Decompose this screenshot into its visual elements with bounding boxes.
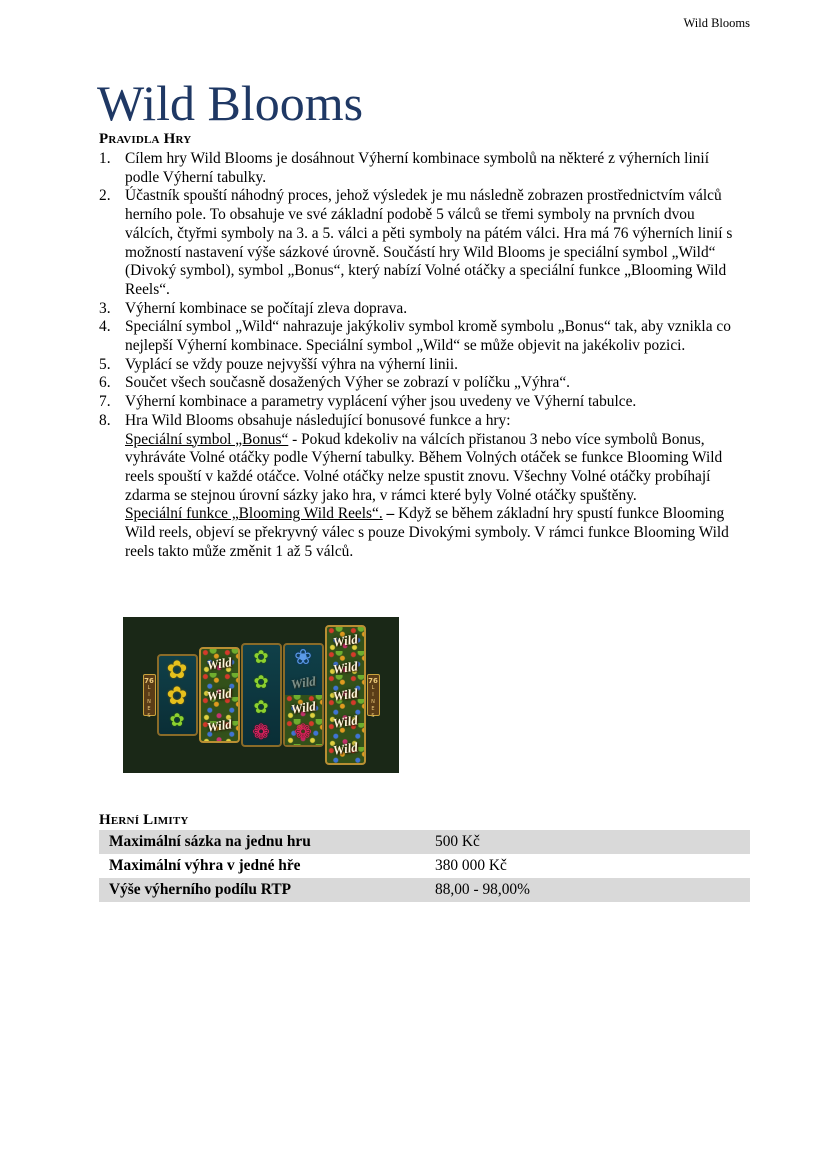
game-screenshot [123,617,399,773]
limits-row-max-win [99,854,750,878]
separator: - [288,430,302,448]
rule-text: Součet všech současně dosažených Výher se zobrazí v políčku „Výhra“. [125,374,571,392]
rule-item-8 [99,412,739,562]
wild-cell [327,681,364,708]
wild-cell [201,649,238,680]
limit-label: Maximální výhra v jedné hře [109,857,301,874]
limits-row-rtp [99,878,750,902]
wild-label: Wild [331,658,359,677]
rule-text [125,412,739,562]
blooming-wild-paragraph [125,505,739,561]
running-header: Wild Blooms [683,16,750,30]
bonus-symbol-lead: Speciální symbol „Bonus“ [125,430,289,448]
limit-label: Výše výherního podílu RTP [109,881,292,898]
symbol-cell [243,695,280,720]
wild-label: Wild [289,672,317,692]
lines-label: LINES [146,685,152,720]
rule-text: Cílem hry Wild Blooms je dosáhnout Výherní kombinace symbolů na některé z výherních linií podle Výherní tabulky. [125,150,709,186]
daisy-icon: ✿ [253,696,269,718]
rules-list [99,150,739,561]
wild-cell [327,709,364,736]
wild-label: Wild [205,685,233,704]
rule-item-2 [99,187,739,299]
wild-cell [327,627,364,654]
lines-badge-left [143,674,156,720]
chrysanthemum-icon: ✿ [166,680,188,710]
rule-number: 8. [99,411,111,429]
symbol-cell [159,682,196,708]
separator: – [382,505,399,523]
wild-cell [201,680,238,711]
rule-number: 1. [99,150,111,167]
wild-label: Wild [205,654,233,673]
daisy-icon: ✿ [253,671,269,693]
rule-number: 4. [99,318,111,336]
daisy-icon: ✿ [253,646,269,668]
rule-text: Výherní kombinace se počítají zleva doprava. [125,299,408,317]
rule-item-5 [99,356,739,375]
blooming-wild-text: Když se během základní hry spustí funkce Blooming Wild reels, objeví se překryvný válec s pouze Divokými symboly. V rámci funkce Blooming Wild reels takto může změnit 1 až 5 válců. [125,505,729,560]
blooming-wild-lead: Speciální funkce „Blooming Wild Reels“. [125,505,383,523]
rule-item-1 [99,150,739,187]
limit-value: 500 Kč [435,833,480,850]
limits-row-max-bet [99,830,750,854]
reel-2-wild-overlay [199,647,240,743]
wild-cell [285,695,322,720]
limit-label: Maximální sázka na jednu hru [109,833,311,850]
rule-text: Vyplácí se vždy pouze nejvyšší výhra na výherní linii. [125,355,458,373]
reel-4 [283,643,324,747]
wild-label: Wild [331,712,359,731]
rule-8-intro: Hra Wild Blooms obsahuje následující bonusové funkce a hry: [125,411,511,429]
bonus-symbol-paragraph [125,431,739,506]
limits-table [99,830,750,902]
symbol-cell [285,720,322,745]
wild-cell-appearing [285,670,322,695]
rule-number: 5. [99,355,111,373]
rule-item-7 [99,393,739,412]
rose-icon: ❁ [294,720,312,744]
symbol-cell [243,720,280,745]
wild-label: Wild [331,685,359,704]
rose-icon: ❁ [252,720,270,744]
rule-text: Speciální symbol „Wild“ nahrazuje jakýkoliv symbol kromě symbolu „Bonus“ tak, aby vznikla co nejlepší Výherní kombinace. Speciální symbol „Wild“ se může objevit na jakékoliv pozici. [125,318,731,355]
wild-label: Wild [205,716,233,735]
wild-cell [327,654,364,681]
page-title: Wild Blooms [97,75,364,131]
chrysanthemum-icon: ✿ [166,654,188,684]
rules-heading: Pravidla Hry [99,131,192,147]
daisy-icon: ✿ [169,710,185,731]
rule-text: Účastník spouští náhodný proces, jehož výsledek je mu následně zobrazen prostřednictvím válců herního pole. To obsahuje ve své základní podobě 5 válců se třemi symboly na prvních dvou válcích, čtyřmi symboly na 3. a 5. válci a pěti symboly na pátém válci. Hra má 76 výherních linií s možností nastavení výše sázkové úrovně. Součástí hry Wild Blooms je speciální symbol „Wild“ (Divoký symbol), symbol „Bonus“, který nabízí Volné otáčky a speciální funkce „Blooming Wild Reels“. [125,187,733,298]
rule-item-6 [99,374,739,393]
lines-count: 76 [368,677,378,685]
wild-label: Wild [289,697,317,717]
rule-number: 2. [99,187,111,205]
symbol-cell [285,645,322,670]
rule-number: 3. [99,299,111,317]
limit-value: 380 000 Kč [435,857,507,874]
limits-heading: Herní Limity [99,812,189,828]
reel-3 [241,643,282,747]
rule-number: 7. [99,393,111,411]
lines-badge-right [367,674,380,720]
reel-1 [157,654,198,736]
wild-label: Wild [331,739,359,759]
reel-5-wild-overlay [325,625,366,765]
wild-cell [201,710,238,741]
wild-label: Wild [331,630,359,650]
lines-label: LINES [370,685,376,720]
rule-item-4 [99,318,739,355]
symbol-cell [159,656,196,682]
symbol-cell [243,670,280,695]
limit-value: 88,00 - 98,00% [435,881,530,898]
rule-text: Výherní kombinace a parametry vyplácení výher jsou uvedeny ve Výherní tabulce. [125,393,637,411]
symbol-cell [243,645,280,670]
blue-flower-icon: ❀ [294,645,312,669]
symbol-cell [159,708,196,734]
rule-number: 6. [99,374,111,392]
bonus-symbol-text: Pokud kdekoliv na válcích přistanou 3 nebo více symbolů Bonus, vyhráváte Volné otáčky podle Výherní tabulky. Během Volných otáček se funkce Blooming Wild reels spouští v každé otáčce. Volné otáčky nelze spustit znovu. Všechny Volné otáčky probíhají zdarma se stejnou úrovní sázky jako hra, v rámci které byly Volné otáčky spuštěny. [125,430,723,504]
lines-count: 76 [144,677,154,685]
wild-cell [327,736,364,763]
rule-item-3 [99,300,739,319]
